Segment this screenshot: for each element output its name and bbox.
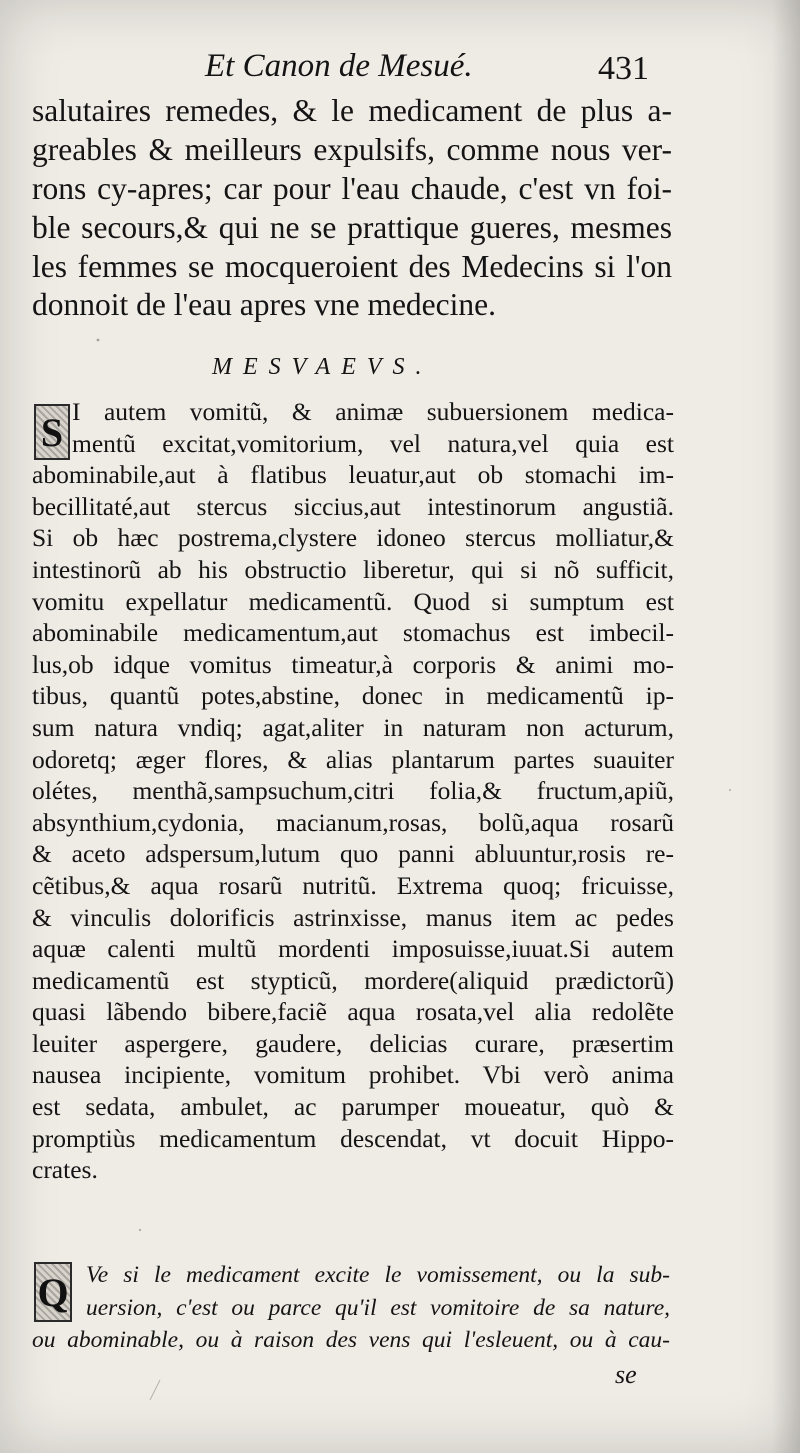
latin-paragraph-line: est sedata, ambulet, ac parumper moueatur, quò & [32, 1092, 674, 1122]
french-paragraph-line: greables & meilleurs expulsifs, comme nous ver- [32, 131, 672, 167]
latin-paragraph-line: mentũ excitat,vomitorium, vel natura,vel quia est [72, 428, 674, 458]
latin-paragraph-line: quasi lãbendo bibere,faciẽ aqua rosata,vel alia redolẽte [32, 997, 674, 1027]
latin-paragraph-line: & vinculis dolorificis astrinxisse, manus item ac pedes [32, 902, 674, 932]
latin-paragraph-line: sum natura vndiq; agat,aliter in naturam non acturum, [32, 712, 674, 742]
latin-paragraph-line: intestinorũ ab his obstructio liberetur, qui si nõ sufficit, [32, 554, 674, 584]
french-paragraph-line: les femmes se mocqueroient des Medecins si l'on [32, 248, 672, 284]
page-header [0, 48, 800, 98]
latin-paragraph-line: aquæ calenti multũ mordenti imposuisse,iuuat.Si autem [32, 934, 674, 964]
french-paragraph-line: rons cy-apres; car pour l'eau chaude, c'est vn foi- [32, 170, 672, 206]
latin-paragraph-line: olétes, menthã,sampsuchum,citri folia,& fructum,apiũ, [32, 776, 674, 806]
section-heading: MESVAEVS. [212, 354, 433, 380]
latin-paragraph-line: & aceto adspersum,lutum quo panni abluuntur,rosis re- [32, 839, 674, 869]
latin-paragraph-line: abominabile,aut à flatibus leuatur,aut ob stomachi im- [32, 460, 674, 490]
french-paragraph-line: salutaires remedes, & le medicament de plus a- [32, 93, 672, 128]
latin-paragraph-line: vomitu expellatur medicamentũ. Quod si sumptum est [32, 586, 674, 616]
french-paragraph [32, 92, 672, 325]
latin-paragraph [32, 396, 674, 1186]
page-number: 431 [598, 50, 649, 87]
latin-paragraph-line: absynthium,cydonia, macianum,rosas, bolũ,aqua rosarũ [32, 807, 674, 837]
latin-paragraph-line: abominabile medicamentum,aut stomachus est imbecil- [32, 618, 674, 648]
page-gutter-shadow [772, 0, 800, 1453]
french-paragraph-2 [32, 1259, 670, 1357]
latin-paragraph-line: crates. [32, 1155, 98, 1185]
french-paragraph-2-line: Ve si le medicament excite le vomissement, ou la sub- [86, 1262, 670, 1288]
french-paragraph-2-line: ou abominable, ou à raison des vens qui l'esleuent, ou à cau- [32, 1327, 670, 1353]
latin-paragraph-line: odoretq; æger flores, & alias plantarum partes suauiter [32, 744, 674, 774]
latin-dropcap-letter: S [40, 409, 64, 455]
latin-paragraph-line: promptiùs medicamentum descendat, vt docuit Hippo- [32, 1123, 674, 1153]
latin-paragraph-line: medicamentũ est stypticũ, mordere(aliquid prædictorũ) [32, 965, 674, 995]
french-paragraph-2-line: uersion, c'est ou parce qu'il est vomitoire de sa nature, [86, 1294, 670, 1321]
french-paragraph-line: donnoit de l'eau apres vne medecine. [32, 287, 496, 323]
catchword: se [615, 1360, 637, 1389]
french-dropcap-letter: Q [37, 1269, 69, 1315]
latin-paragraph-line: nausea incipiente, vomitum prohibet. Vbi verò anima [32, 1060, 674, 1090]
latin-paragraph-line: lus,ob idque vomitus timeatur,à corporis & animi mo- [32, 649, 674, 679]
latin-paragraph-line: I autem vomitũ, & animæ subuersionem medica- [72, 397, 674, 426]
running-title: Et Canon de Mesué. [205, 48, 473, 84]
french-paragraph-line: ble secours,& qui ne se prattique gueres, mesmes [32, 209, 672, 245]
latin-paragraph-line: cẽtibus,& aqua rosarũ nutritũ. Extrema quoq; fricuisse, [32, 870, 674, 900]
latin-paragraph-line: leuiter aspergere, gaudere, delicias curare, præsertim [32, 1028, 674, 1058]
latin-paragraph-line: tibus, quantũ potes,abstine, donec in medicamentũ ip- [32, 681, 674, 711]
latin-paragraph-line: Si ob hæc postrema,clystere idoneo stercus molliatur,& [32, 523, 674, 553]
latin-paragraph-line: becillitaté,aut stercus siccius,aut intestinorum angustiã. [32, 491, 674, 521]
